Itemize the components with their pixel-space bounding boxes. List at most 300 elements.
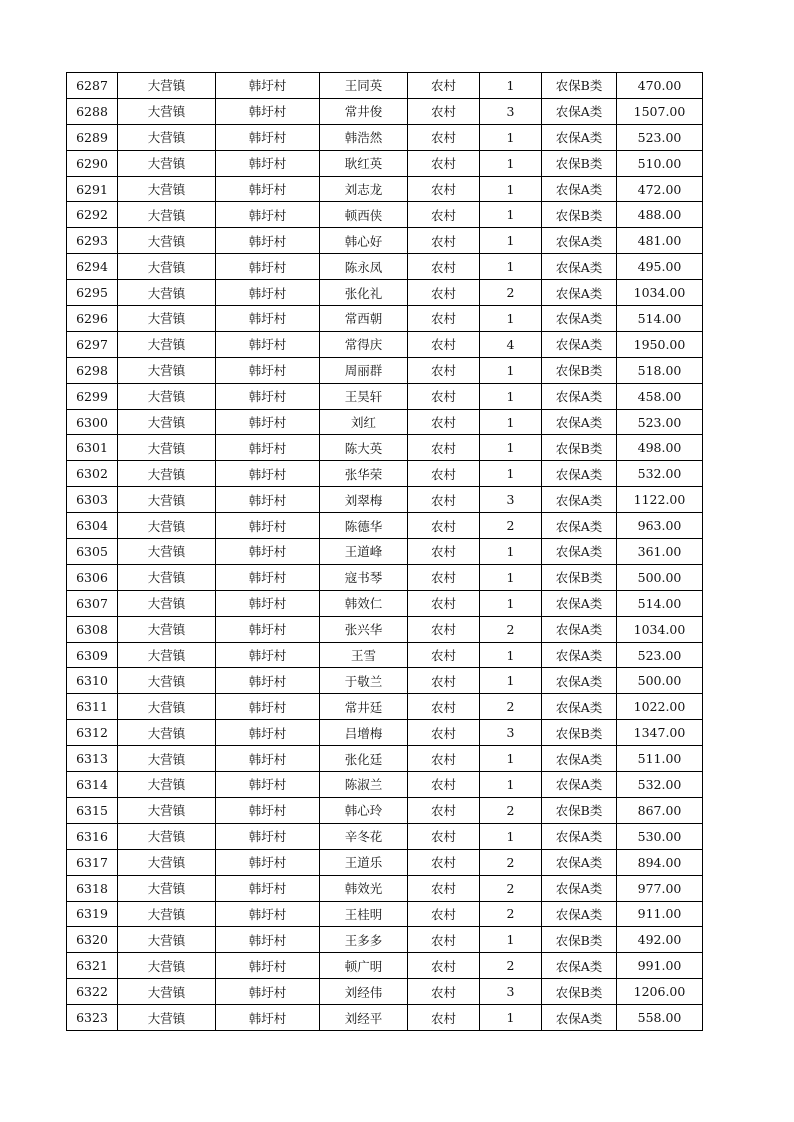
amount-cell: 472.00 [617, 176, 703, 202]
table-row [67, 797, 703, 823]
town-cell: 大营镇 [118, 953, 216, 979]
amount-cell: 511.00 [617, 746, 703, 772]
name-cell: 韩效光 [320, 875, 408, 901]
row-number-cell: 6292 [67, 202, 118, 228]
insurance-category-cell: 农保A类 [542, 513, 617, 539]
row-number-cell: 6317 [67, 849, 118, 875]
town-cell: 大营镇 [118, 73, 216, 99]
table-row [67, 357, 703, 383]
table-row [67, 720, 703, 746]
area-type-cell: 农村 [408, 668, 480, 694]
insurance-category-cell: 农保B类 [542, 927, 617, 953]
table-row [67, 202, 703, 228]
table-row [67, 383, 703, 409]
town-cell: 大营镇 [118, 927, 216, 953]
area-type-cell: 农村 [408, 797, 480, 823]
area-type-cell: 农村 [408, 461, 480, 487]
insurance-category-cell: 农保A类 [542, 306, 617, 332]
village-cell: 韩圩村 [216, 357, 320, 383]
insurance-category-cell: 农保A类 [542, 539, 617, 565]
name-cell: 张华荣 [320, 461, 408, 487]
table-row [67, 461, 703, 487]
name-cell: 周丽群 [320, 357, 408, 383]
town-cell: 大营镇 [118, 849, 216, 875]
amount-cell: 514.00 [617, 590, 703, 616]
row-number-cell: 6305 [67, 539, 118, 565]
name-cell: 刘经伟 [320, 979, 408, 1005]
village-cell: 韩圩村 [216, 383, 320, 409]
town-cell: 大营镇 [118, 797, 216, 823]
area-type-cell: 农村 [408, 564, 480, 590]
household-size-cell: 2 [480, 797, 542, 823]
household-size-cell: 1 [480, 927, 542, 953]
household-size-cell: 2 [480, 280, 542, 306]
row-number-cell: 6309 [67, 642, 118, 668]
village-cell: 韩圩村 [216, 98, 320, 124]
row-number-cell: 6295 [67, 280, 118, 306]
village-cell: 韩圩村 [216, 73, 320, 99]
insurance-category-cell: 农保B类 [542, 564, 617, 590]
town-cell: 大营镇 [118, 746, 216, 772]
household-size-cell: 1 [480, 1005, 542, 1031]
village-cell: 韩圩村 [216, 435, 320, 461]
area-type-cell: 农村 [408, 383, 480, 409]
row-number-cell: 6318 [67, 875, 118, 901]
row-number-cell: 6322 [67, 979, 118, 1005]
name-cell: 王雪 [320, 642, 408, 668]
amount-cell: 514.00 [617, 306, 703, 332]
town-cell: 大营镇 [118, 435, 216, 461]
area-type-cell: 农村 [408, 357, 480, 383]
area-type-cell: 农村 [408, 513, 480, 539]
village-cell: 韩圩村 [216, 539, 320, 565]
household-size-cell: 2 [480, 616, 542, 642]
household-size-cell: 3 [480, 979, 542, 1005]
town-cell: 大营镇 [118, 590, 216, 616]
name-cell: 刘经平 [320, 1005, 408, 1031]
table-row [67, 616, 703, 642]
amount-cell: 523.00 [617, 409, 703, 435]
insurance-category-cell: 农保A类 [542, 875, 617, 901]
name-cell: 刘红 [320, 409, 408, 435]
table-row [67, 746, 703, 772]
row-number-cell: 6306 [67, 564, 118, 590]
table-row [67, 901, 703, 927]
table-row [67, 487, 703, 513]
row-number-cell: 6303 [67, 487, 118, 513]
amount-cell: 894.00 [617, 849, 703, 875]
area-type-cell: 农村 [408, 772, 480, 798]
town-cell: 大营镇 [118, 539, 216, 565]
row-number-cell: 6291 [67, 176, 118, 202]
amount-cell: 523.00 [617, 642, 703, 668]
town-cell: 大营镇 [118, 720, 216, 746]
row-number-cell: 6316 [67, 823, 118, 849]
town-cell: 大营镇 [118, 331, 216, 357]
amount-cell: 911.00 [617, 901, 703, 927]
household-size-cell: 1 [480, 383, 542, 409]
row-number-cell: 6299 [67, 383, 118, 409]
village-cell: 韩圩村 [216, 823, 320, 849]
household-size-cell: 3 [480, 487, 542, 513]
row-number-cell: 6312 [67, 720, 118, 746]
amount-cell: 495.00 [617, 254, 703, 280]
amount-cell: 532.00 [617, 772, 703, 798]
row-number-cell: 6301 [67, 435, 118, 461]
village-cell: 韩圩村 [216, 331, 320, 357]
household-size-cell: 1 [480, 461, 542, 487]
row-number-cell: 6289 [67, 124, 118, 150]
amount-cell: 498.00 [617, 435, 703, 461]
town-cell: 大营镇 [118, 772, 216, 798]
insurance-category-cell: 农保A类 [542, 1005, 617, 1031]
village-cell: 韩圩村 [216, 409, 320, 435]
area-type-cell: 农村 [408, 228, 480, 254]
area-type-cell: 农村 [408, 979, 480, 1005]
village-cell: 韩圩村 [216, 797, 320, 823]
row-number-cell: 6320 [67, 927, 118, 953]
household-size-cell: 1 [480, 772, 542, 798]
village-cell: 韩圩村 [216, 487, 320, 513]
insurance-category-cell: 农保A类 [542, 280, 617, 306]
area-type-cell: 农村 [408, 642, 480, 668]
records-table-body [67, 73, 703, 1031]
amount-cell: 1034.00 [617, 280, 703, 306]
household-size-cell: 2 [480, 953, 542, 979]
area-type-cell: 农村 [408, 694, 480, 720]
name-cell: 刘志龙 [320, 176, 408, 202]
village-cell: 韩圩村 [216, 668, 320, 694]
amount-cell: 1507.00 [617, 98, 703, 124]
amount-cell: 977.00 [617, 875, 703, 901]
name-cell: 陈大英 [320, 435, 408, 461]
table-row [67, 927, 703, 953]
amount-cell: 458.00 [617, 383, 703, 409]
amount-cell: 1034.00 [617, 616, 703, 642]
name-cell: 张化廷 [320, 746, 408, 772]
household-size-cell: 1 [480, 409, 542, 435]
name-cell: 韩心玲 [320, 797, 408, 823]
amount-cell: 500.00 [617, 668, 703, 694]
amount-cell: 991.00 [617, 953, 703, 979]
village-cell: 韩圩村 [216, 202, 320, 228]
village-cell: 韩圩村 [216, 746, 320, 772]
row-number-cell: 6297 [67, 331, 118, 357]
area-type-cell: 农村 [408, 849, 480, 875]
amount-cell: 1206.00 [617, 979, 703, 1005]
town-cell: 大营镇 [118, 383, 216, 409]
household-size-cell: 1 [480, 435, 542, 461]
row-number-cell: 6287 [67, 73, 118, 99]
table-row [67, 539, 703, 565]
data-sheet [66, 72, 702, 1031]
village-cell: 韩圩村 [216, 616, 320, 642]
household-size-cell: 1 [480, 642, 542, 668]
amount-cell: 361.00 [617, 539, 703, 565]
row-number-cell: 6290 [67, 150, 118, 176]
insurance-category-cell: 农保A类 [542, 383, 617, 409]
area-type-cell: 农村 [408, 487, 480, 513]
insurance-category-cell: 农保A类 [542, 590, 617, 616]
household-size-cell: 1 [480, 564, 542, 590]
town-cell: 大营镇 [118, 254, 216, 280]
village-cell: 韩圩村 [216, 150, 320, 176]
town-cell: 大营镇 [118, 280, 216, 306]
name-cell: 韩心好 [320, 228, 408, 254]
name-cell: 顿广明 [320, 953, 408, 979]
row-number-cell: 6296 [67, 306, 118, 332]
household-size-cell: 1 [480, 357, 542, 383]
row-number-cell: 6321 [67, 953, 118, 979]
village-cell: 韩圩村 [216, 461, 320, 487]
row-number-cell: 6313 [67, 746, 118, 772]
name-cell: 顿西侠 [320, 202, 408, 228]
village-cell: 韩圩村 [216, 228, 320, 254]
town-cell: 大营镇 [118, 642, 216, 668]
row-number-cell: 6323 [67, 1005, 118, 1031]
insurance-category-cell: 农保A类 [542, 124, 617, 150]
name-cell: 于敬兰 [320, 668, 408, 694]
name-cell: 王道峰 [320, 539, 408, 565]
area-type-cell: 农村 [408, 306, 480, 332]
table-row [67, 953, 703, 979]
village-cell: 韩圩村 [216, 564, 320, 590]
row-number-cell: 6302 [67, 461, 118, 487]
insurance-category-cell: 农保A类 [542, 642, 617, 668]
table-row [67, 176, 703, 202]
town-cell: 大营镇 [118, 124, 216, 150]
household-size-cell: 2 [480, 513, 542, 539]
name-cell: 王昊轩 [320, 383, 408, 409]
name-cell: 韩效仁 [320, 590, 408, 616]
table-row [67, 642, 703, 668]
area-type-cell: 农村 [408, 98, 480, 124]
name-cell: 王桂明 [320, 901, 408, 927]
row-number-cell: 6319 [67, 901, 118, 927]
amount-cell: 500.00 [617, 564, 703, 590]
row-number-cell: 6294 [67, 254, 118, 280]
household-size-cell: 1 [480, 150, 542, 176]
village-cell: 韩圩村 [216, 176, 320, 202]
area-type-cell: 农村 [408, 823, 480, 849]
amount-cell: 530.00 [617, 823, 703, 849]
town-cell: 大营镇 [118, 409, 216, 435]
name-cell: 陈淑兰 [320, 772, 408, 798]
amount-cell: 510.00 [617, 150, 703, 176]
insurance-category-cell: 农保B类 [542, 357, 617, 383]
row-number-cell: 6300 [67, 409, 118, 435]
insurance-category-cell: 农保A类 [542, 772, 617, 798]
amount-cell: 1950.00 [617, 331, 703, 357]
amount-cell: 481.00 [617, 228, 703, 254]
name-cell: 寇书琴 [320, 564, 408, 590]
village-cell: 韩圩村 [216, 849, 320, 875]
household-size-cell: 1 [480, 590, 542, 616]
area-type-cell: 农村 [408, 202, 480, 228]
town-cell: 大营镇 [118, 357, 216, 383]
town-cell: 大营镇 [118, 176, 216, 202]
insurance-category-cell: 农保A类 [542, 228, 617, 254]
insurance-category-cell: 农保B类 [542, 150, 617, 176]
town-cell: 大营镇 [118, 1005, 216, 1031]
row-number-cell: 6293 [67, 228, 118, 254]
table-row [67, 73, 703, 99]
table-row [67, 254, 703, 280]
table-row [67, 409, 703, 435]
area-type-cell: 农村 [408, 254, 480, 280]
table-row [67, 513, 703, 539]
village-cell: 韩圩村 [216, 280, 320, 306]
amount-cell: 532.00 [617, 461, 703, 487]
village-cell: 韩圩村 [216, 124, 320, 150]
table-row [67, 228, 703, 254]
amount-cell: 470.00 [617, 73, 703, 99]
town-cell: 大营镇 [118, 228, 216, 254]
row-number-cell: 6288 [67, 98, 118, 124]
insurance-category-cell: 农保B类 [542, 720, 617, 746]
name-cell: 常得庆 [320, 331, 408, 357]
table-row [67, 668, 703, 694]
row-number-cell: 6314 [67, 772, 118, 798]
village-cell: 韩圩村 [216, 513, 320, 539]
area-type-cell: 农村 [408, 901, 480, 927]
insurance-category-cell: 农保B类 [542, 797, 617, 823]
insurance-category-cell: 农保A类 [542, 616, 617, 642]
row-number-cell: 6304 [67, 513, 118, 539]
name-cell: 陈永凤 [320, 254, 408, 280]
village-cell: 韩圩村 [216, 772, 320, 798]
town-cell: 大营镇 [118, 616, 216, 642]
area-type-cell: 农村 [408, 176, 480, 202]
table-row [67, 306, 703, 332]
table-row [67, 331, 703, 357]
table-row [67, 280, 703, 306]
village-cell: 韩圩村 [216, 306, 320, 332]
name-cell: 陈德华 [320, 513, 408, 539]
household-size-cell: 1 [480, 823, 542, 849]
table-row [67, 98, 703, 124]
table-row [67, 435, 703, 461]
area-type-cell: 农村 [408, 409, 480, 435]
town-cell: 大营镇 [118, 694, 216, 720]
table-row [67, 590, 703, 616]
table-row [67, 772, 703, 798]
name-cell: 韩浩然 [320, 124, 408, 150]
row-number-cell: 6311 [67, 694, 118, 720]
area-type-cell: 农村 [408, 590, 480, 616]
insurance-category-cell: 农保A类 [542, 487, 617, 513]
amount-cell: 867.00 [617, 797, 703, 823]
household-size-cell: 3 [480, 98, 542, 124]
town-cell: 大营镇 [118, 150, 216, 176]
household-size-cell: 2 [480, 849, 542, 875]
area-type-cell: 农村 [408, 73, 480, 99]
row-number-cell: 6310 [67, 668, 118, 694]
name-cell: 吕增梅 [320, 720, 408, 746]
village-cell: 韩圩村 [216, 720, 320, 746]
area-type-cell: 农村 [408, 1005, 480, 1031]
amount-cell: 1347.00 [617, 720, 703, 746]
amount-cell: 488.00 [617, 202, 703, 228]
household-size-cell: 1 [480, 228, 542, 254]
village-cell: 韩圩村 [216, 1005, 320, 1031]
insurance-category-cell: 农保A类 [542, 746, 617, 772]
table-row [67, 849, 703, 875]
table-row [67, 1005, 703, 1031]
village-cell: 韩圩村 [216, 953, 320, 979]
area-type-cell: 农村 [408, 539, 480, 565]
name-cell: 张兴华 [320, 616, 408, 642]
area-type-cell: 农村 [408, 875, 480, 901]
amount-cell: 963.00 [617, 513, 703, 539]
insurance-category-cell: 农保A类 [542, 823, 617, 849]
household-size-cell: 1 [480, 306, 542, 332]
household-size-cell: 1 [480, 668, 542, 694]
table-row [67, 150, 703, 176]
name-cell: 王同英 [320, 73, 408, 99]
name-cell: 常井廷 [320, 694, 408, 720]
area-type-cell: 农村 [408, 746, 480, 772]
area-type-cell: 农村 [408, 124, 480, 150]
amount-cell: 518.00 [617, 357, 703, 383]
name-cell: 常西朝 [320, 306, 408, 332]
town-cell: 大营镇 [118, 202, 216, 228]
amount-cell: 1022.00 [617, 694, 703, 720]
town-cell: 大营镇 [118, 564, 216, 590]
village-cell: 韩圩村 [216, 927, 320, 953]
area-type-cell: 农村 [408, 616, 480, 642]
town-cell: 大营镇 [118, 823, 216, 849]
household-size-cell: 4 [480, 331, 542, 357]
town-cell: 大营镇 [118, 979, 216, 1005]
insurance-category-cell: 农保A类 [542, 901, 617, 927]
village-cell: 韩圩村 [216, 254, 320, 280]
records-table [66, 72, 703, 1031]
name-cell: 常井俊 [320, 98, 408, 124]
insurance-category-cell: 农保B类 [542, 979, 617, 1005]
name-cell: 王多多 [320, 927, 408, 953]
household-size-cell: 1 [480, 202, 542, 228]
row-number-cell: 6307 [67, 590, 118, 616]
insurance-category-cell: 农保A类 [542, 849, 617, 875]
town-cell: 大营镇 [118, 461, 216, 487]
area-type-cell: 农村 [408, 150, 480, 176]
area-type-cell: 农村 [408, 927, 480, 953]
household-size-cell: 2 [480, 901, 542, 927]
town-cell: 大营镇 [118, 901, 216, 927]
row-number-cell: 6298 [67, 357, 118, 383]
village-cell: 韩圩村 [216, 901, 320, 927]
insurance-category-cell: 农保A类 [542, 694, 617, 720]
name-cell: 张化礼 [320, 280, 408, 306]
town-cell: 大营镇 [118, 306, 216, 332]
insurance-category-cell: 农保A类 [542, 953, 617, 979]
insurance-category-cell: 农保A类 [542, 254, 617, 280]
insurance-category-cell: 农保A类 [542, 176, 617, 202]
table-row [67, 823, 703, 849]
town-cell: 大营镇 [118, 487, 216, 513]
area-type-cell: 农村 [408, 331, 480, 357]
row-number-cell: 6315 [67, 797, 118, 823]
insurance-category-cell: 农保A类 [542, 331, 617, 357]
amount-cell: 558.00 [617, 1005, 703, 1031]
table-row [67, 875, 703, 901]
household-size-cell: 1 [480, 124, 542, 150]
name-cell: 耿红英 [320, 150, 408, 176]
insurance-category-cell: 农保B类 [542, 73, 617, 99]
household-size-cell: 1 [480, 539, 542, 565]
insurance-category-cell: 农保A类 [542, 668, 617, 694]
